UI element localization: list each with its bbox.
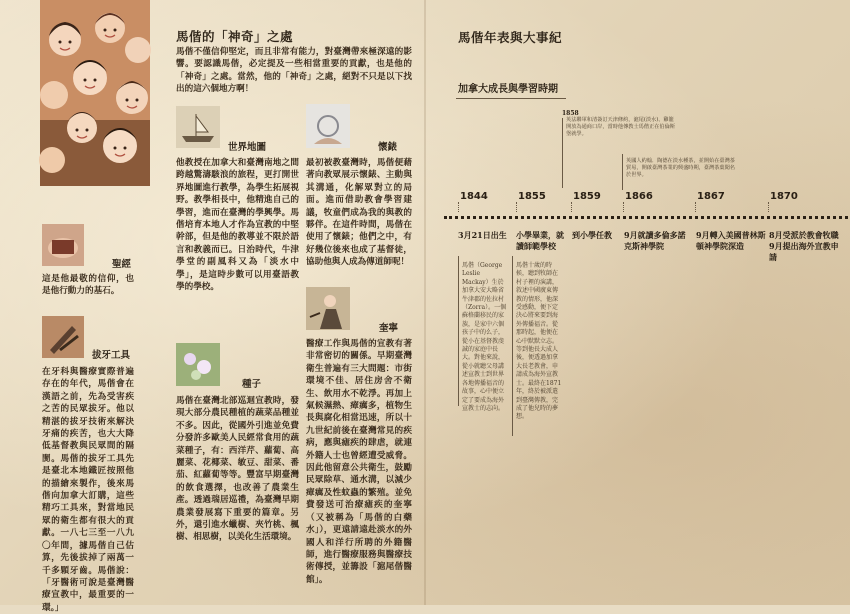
tick-1866 [623,202,624,212]
pocket-watch-title: 懷錶 [378,142,398,153]
world-map-title: 世界地圖 [228,142,267,153]
quinine-image [306,287,350,330]
year-1855: 1855 [518,191,546,202]
tools-image [42,316,84,358]
note-a-connector [458,256,459,406]
bible-text: 這是他最敬的信仰，也是他行動力的基石。 [42,274,134,297]
timeline-axis [444,216,848,219]
tick-1855 [516,202,517,212]
pocket-watch-image [306,104,350,148]
page-fold [424,0,426,605]
year-1859: 1859 [573,191,601,202]
period-label: 加拿大成長與學習時期 [458,84,558,95]
pocket-watch-text: 最初被教臺灣時，馬偕便藉著向教眾展示懷錶、主動與其溝通，化解眾對立的局面。進而借助教會學習建議，牧童們成為我的與教的夥伴。在這件時間，馬偕在使用了懷錶；他們之中，有好幾位後來也成了基督徒，協助他與人成為傳道師呢！ [306,158,412,268]
year-1866: 1866 [625,191,653,202]
world-map-text: 他教授在加拿大和臺灣南地之間跨越驚濤駭浪的旅程，更打開世界地圖進行教學，為學生拓展視野。教學相長中，他精進自己的學習，進而在臺灣的學興學。馬偕培育本地人才作為宣教的中堅幹部，但是他的教導並不限於語言和教義而已。日治時代，牛津學堂的副風科又為「淡水中學」，是這時步數可以用臺語教學的學校。 [176,158,299,293]
event-1867: 9月轉入美國普林斯頓神學院深造 [696,230,766,251]
seeds-title: 種子 [242,379,262,390]
bible-title: 聖經 [112,259,132,270]
seeds-text: 馬偕在臺灣北部巡迴宣教時，發現大部分農民種植的蔬菜品種並不多。因此，從國外引進並免費分發許多歐美人民經常食用的蔬菜種子，有：西洋芹、蘿蔔、高麗菜、花椰菜、敏豆、甜菜、番茄、紅蘿蔔等等。豐富早期臺灣的飲食選擇，也改善了農業生產。透過瑞居巡禮，為臺灣早期農業發展寫下重要的篇章。另外，還引進水蠟樹、夾竹桃、楓樹、相思樹，以美化生活環境。 [176,396,299,543]
event-1859: 到小學任教 [572,230,612,240]
note-1858: 英法聯軍和清簽訂天津條約，滬尾(淡水)、雞籠開放為通商口岸，當時他傳教士馬偕正在伯倫斯堡就學。 [566,117,675,137]
tick-1870 [768,202,769,212]
bible-image [42,224,84,266]
note-b-connector [512,256,513,436]
year-1870: 1870 [770,191,798,202]
tick-1859 [571,202,572,212]
event-1870: 8月受派於教會牧職9月提出海外宣教申請 [769,230,839,262]
note-1858-year: 1858 [562,110,579,117]
event-1855: 小學畢業，就讀師範學校 [516,230,564,251]
timeline-title: 馬偕年表與大事紀 [458,30,563,45]
tick-1844 [458,202,459,212]
note-1858-connector [562,118,563,188]
world-map-image [176,106,220,148]
hero-illustration [40,0,150,186]
note-1866: 英國人約翰．陶德在淡水種茶，並開始在臺灣茶貿易，開啟臺灣茶業的興盛時期，臺灣茶葉聞名於世界。 [626,158,735,178]
seeds-image [176,343,220,386]
year-1844: 1844 [460,191,488,202]
tools-text: 在牙科與醫療實際普遍存在的年代，馬偕會在漢語之前，先為受害疾之苦的民眾拔牙。他以精湛的拔牙技術來解決牙痛的疾苦，也大大降低基督教與民眾間的隔閡。馬偕的拔牙工具先是臺北本地鐵匠按照他的描繪來製作，後來馬偕向加拿大訂購，這些精巧工具來，對當地民眾的衛生都有很大的貢獻。一八七三至一八九〇年間，據馬偕自己估算，先後拔掉了兩萬一千多顆牙齒。馬偕說：「牙醫術可說是臺灣醫療宣教中，最重要的一環。」 [42,367,134,613]
period-underline [456,98,566,99]
section-title: 馬偕的「神奇」之處 [176,29,294,44]
note-1866-connector [622,154,623,190]
year-1867: 1867 [697,191,725,202]
tick-1867 [695,202,696,212]
note-a: 馬偕（George Leslie Mackay）生於加拿大安大略省牛津郡的佐拉村（Zorra）。一個蘇格蘭移民的家族，是家中六個孩子中的么子，從小在基督教虔誠的家庭中長大。對他來說，從小就聽父母講述宣教士到世界各地傳播福音的故事，心中便立定了要成為海外宣教士的志向。 [462,262,507,412]
quinine-title: 奎寧 [379,323,399,334]
note-b: 馬偕十歲的時候，聽到牧師在村子裡的演講，敘述中國廣東傳教的情形，他深受感動，便下定決心將來要到海外傳播福音。從那時起，他便在心中默默立志。等到他長大成人後，便透過加拿大長老教會，申請成為海外宣教士。最終在1871年，終於被派遣到臺灣傳教，完成了他兒時的夢想。 [516,262,562,421]
quinine-text: 醫療工作與馬偕的宣教有著非常密切的關係。早期臺灣衛生普遍有三大問題：市街環境不佳、居住房舍不衛生、飲用水不乾淨。再加上氣候濕熱、瘴癘多，植物生長與腐化相當迅速，所以十九世紀前後在臺灣常見的疾病，應與瘧疾的肆虐，就連外籍人士也曾經遭受威脅。因此他留意公共衛生，鼓勵民眾除草、通水溝，以減少瘴癘及性蚊蟲的繁殖。並免費發送可治療瘧疾的奎寧（又被稱為「馬偕的白藥水」），更遠請遠赴淡水的外國人和洋行所聘的外籍醫師，進行醫療服務與醫療技術傳授，並籌設「滬尾偕醫館」。 [306,339,412,585]
tools-title: 拔牙工具 [92,350,131,361]
intro-text: 馬偕不僅信仰堅定，而且非常有能力，對臺灣帶來極深遠的影響。要認識馬偕，必定提及一些相當重要的貢獻，也是他的「神奇」之處。當然，他的「神奇」之處，絕對不只是以下找出的這六個地方啊！ [176,47,412,95]
event-1866: 9月就讀多倫多諾克斯神學院 [624,230,686,251]
event-1844: 3月21日出生 [458,230,507,240]
